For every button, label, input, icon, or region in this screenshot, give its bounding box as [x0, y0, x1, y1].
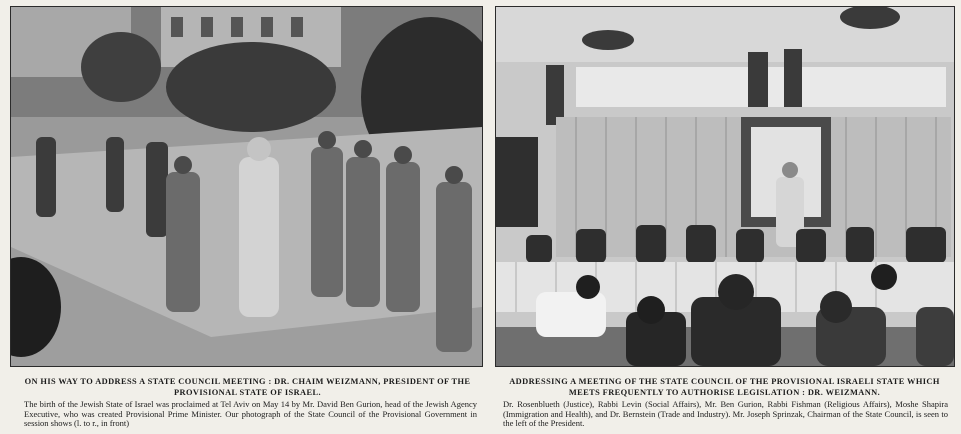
caption-title-left: ON HIS WAY TO ADDRESS A STATE COUNCIL MEETING : DR. CHAIM WEIZMANN, PRESIDENT OF THE PROVISIONAL STATE OF ISRAEL.	[24, 377, 471, 397]
caption-body-right: Dr. Rosenblueth (Justice), Rabbi Levin (Social Affairs), Mr. Ben Gurion, Rabbi Fishman (Religious Affairs), Moshe Shapira (Immigration and Health), and Dr. Bernstein (Trade and Industry). Mr. Joseph Sprinzak, Chairman of the State Council, is seen to the left of the President.	[503, 399, 948, 429]
caption-body-left: The birth of the Jewish State of Israel was proclaimed at Tel Aviv on May 14 by Mr. David Ben Gurion, head of the Jewish Agency Executive, who was created Provisional Prime Minister. Our photograph of the State Council of the Provisional Government in session shows (l. to r., in front)	[24, 399, 477, 429]
caption-title-right: ADDRESSING A MEETING OF THE STATE COUNCIL OF THE PROVISIONAL ISRAELI STATE WHICH MEETS FREQUENTLY TO AUTHORISE LEGISLATION : DR. WEIZMANN.	[509, 377, 940, 397]
photo-weizmann-procession	[10, 6, 483, 367]
photo-state-council-meeting	[495, 6, 955, 367]
